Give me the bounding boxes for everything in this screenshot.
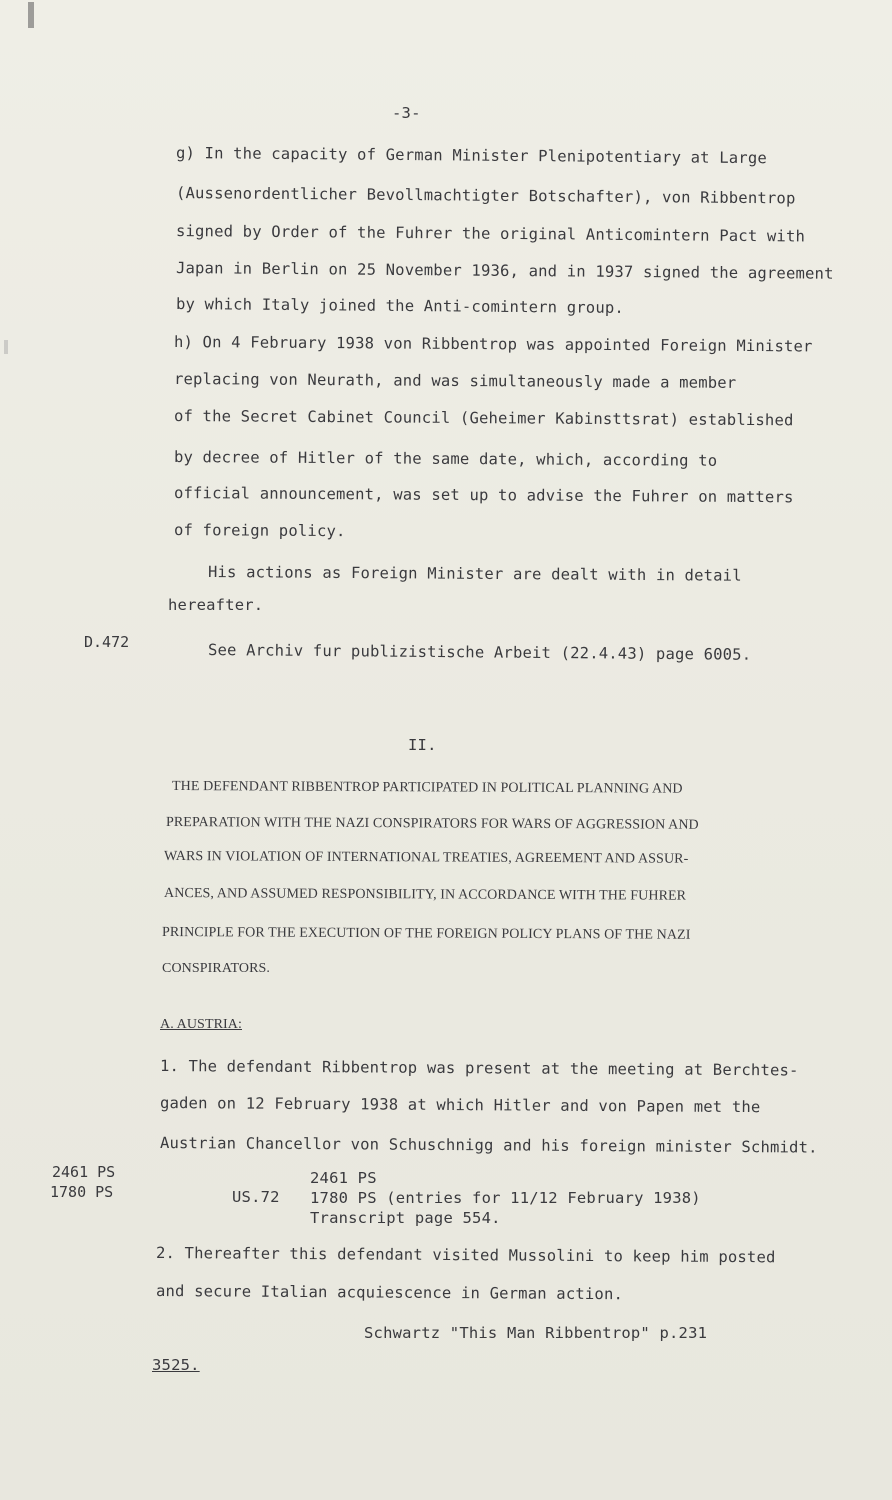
- section-ii-heading-line: ANCES, AND ASSUMED RESPONSIBILITY, IN ACCORDANCE WITH THE FUHRER: [163, 886, 687, 904]
- section-h-line: h) On 4 February 1938 von Ribbentrop was appointed Foreign Minister: [173, 333, 813, 356]
- austria-item1-line: 1. The defendant Ribbentrop was present at the meeting at Berchtes-: [159, 1057, 799, 1080]
- section-g-line: by which Italy joined the Anti-comintern group.: [175, 295, 625, 317]
- section-ii-heading-line: PREPARATION WITH THE NAZI CONSPIRATORS FOR WARS OF AGGRESSION AND: [165, 815, 699, 833]
- page-number: -3-: [392, 104, 421, 122]
- austria-heading: A. AUSTRIA:: [160, 1017, 242, 1032]
- citation-line: 2461 PS: [310, 1169, 377, 1187]
- section-ii-heading-line: WARS IN VIOLATION OF INTERNATIONAL TREATIES, AGREEMENT AND ASSUR-: [163, 849, 689, 867]
- austria-item2-line: 2. Thereafter this defendant visited Mussolini to keep him posted: [155, 1244, 776, 1267]
- section-numeral: II.: [408, 736, 437, 754]
- section-h-line: official announcement, was set up to advise the Fuhrer on matters: [173, 484, 794, 507]
- section-h-line: of foreign policy.: [173, 521, 346, 541]
- source-citation: Schwartz "This Man Ribbentrop" p.231: [364, 1324, 708, 1342]
- section-h-line: of the Secret Cabinet Council (Geheimer Kabinsttsrat) established: [173, 407, 794, 430]
- section-g-line: g) In the capacity of German Minister Plenipotentiary at Large: [175, 144, 768, 168]
- austria-item1-line: Austrian Chancellor von Schuschnigg and his foreign minister Schmidt.: [159, 1134, 818, 1157]
- section-h-line: replacing von Neurath, and was simultaneously made a member: [173, 370, 737, 392]
- citation-line: Transcript page 554.: [310, 1209, 501, 1227]
- section-g-line: (Aussenordentlicher Bevollmachtigter Botschafter), von Ribbentrop: [175, 184, 796, 208]
- paper-blemish: [4, 340, 8, 354]
- citation-line: 1780 PS (entries for 11/12 February 1938): [310, 1189, 701, 1207]
- margin-ref: 2461 PS: [52, 1163, 116, 1181]
- foreign-minister-line: hereafter.: [168, 596, 264, 614]
- foreign-minister-line: His actions as Foreign Minister are dealt with in detail: [207, 563, 742, 585]
- section-h-line: by decree of Hitler of the same date, which, according to: [173, 448, 718, 470]
- margin-ref: 1780 PS: [50, 1183, 114, 1201]
- austria-item1-line: gaden on 12 February 1938 at which Hitler and von Papen met the: [159, 1094, 761, 1117]
- exhibit-number: US.72: [232, 1188, 280, 1206]
- reference-text: See Archiv fur publizistische Arbeit (22.4.43) page 6005.: [207, 641, 752, 664]
- section-g-line: signed by Order of the Fuhrer the original Anticomintern Pact with: [175, 222, 806, 246]
- austria-item2-line: and secure Italian acquiescence in German action.: [155, 1282, 624, 1304]
- section-ii-heading-line: CONSPIRATORS.: [162, 961, 271, 976]
- section-ii-heading-line: THE DEFENDANT RIBBENTROP PARTICIPATED IN POLITICAL PLANNING AND: [171, 779, 683, 797]
- binding-mark: [28, 2, 34, 28]
- reference-label: D.472: [84, 633, 130, 651]
- section-g-line: Japan in Berlin on 25 November 1936, and in 1937 signed the agreement: [175, 259, 834, 283]
- section-ii-heading-line: PRINCIPLE FOR THE EXECUTION OF THE FOREIGN POLICY PLANS OF THE NAZI: [161, 925, 691, 943]
- footer-reference: 3525.: [152, 1356, 200, 1374]
